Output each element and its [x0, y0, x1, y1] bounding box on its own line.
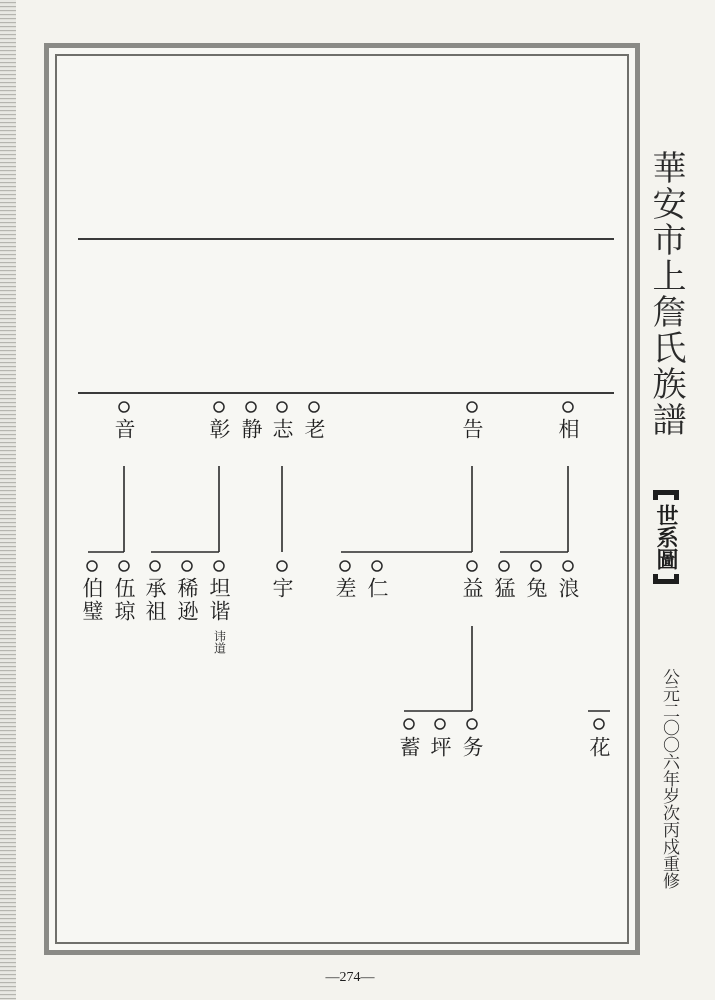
person-xu: 蓄 [397, 736, 421, 759]
marker-jing [246, 402, 256, 412]
marker-ping [435, 719, 445, 729]
marker-ren [372, 561, 382, 571]
person-yu: 宇 [270, 577, 294, 600]
person-bobi: 伯璧 [80, 577, 104, 623]
person-jing: 静 [239, 418, 263, 441]
person-yin: 音 [112, 418, 136, 441]
person-lang: 浪 [556, 577, 580, 600]
book-title: 華安市上詹氏族譜 [646, 150, 686, 438]
person-xiang: 相 [556, 418, 580, 441]
bracket-top [653, 490, 679, 500]
marker-wuqiong [119, 561, 129, 571]
marker-lao [309, 402, 319, 412]
person-zhi: 志 [270, 418, 294, 441]
person-meng: 猛 [492, 577, 516, 600]
marker-bobi [87, 561, 97, 571]
marker-zhang [214, 402, 224, 412]
person-zhang: 彰 [207, 418, 231, 441]
person-wu: 务 [460, 736, 484, 759]
person-hua: 花 [587, 736, 611, 759]
section-heading [649, 490, 683, 584]
marker-yi [467, 561, 477, 571]
marker-xu [404, 719, 414, 729]
person-xixun: 稀逊 [175, 577, 199, 623]
marker-yu [277, 561, 287, 571]
marker-cha [340, 561, 350, 571]
marker-yin [119, 402, 129, 412]
marker-wu [467, 719, 477, 729]
person-gao: 告 [460, 418, 484, 441]
person-cha: 差 [333, 577, 357, 600]
marker-lang [563, 561, 573, 571]
marker-tanxie [214, 561, 224, 571]
marker-tu [531, 561, 541, 571]
person-ren: 仁 [365, 577, 389, 600]
marker-zhi [277, 402, 287, 412]
bracket-bottom [653, 574, 679, 584]
marker-meng [499, 561, 509, 571]
marker-xiang [563, 402, 573, 412]
person-chengzu: 承祖 [143, 577, 167, 623]
person-tanxie-note: 讳道 [212, 630, 227, 654]
person-tu: 兔 [524, 577, 548, 600]
person-wuqiong: 伍琼 [112, 577, 136, 623]
marker-chengzu [150, 561, 160, 571]
marker-xixun [182, 561, 192, 571]
person-ping: 坪 [428, 736, 452, 759]
person-lao: 老 [302, 418, 326, 441]
person-yi: 益 [460, 577, 484, 600]
revision-date: 公元二〇〇六年岁次丙戍重修 [659, 668, 679, 889]
marker-hua [594, 719, 604, 729]
section-label: 世系圖 [653, 504, 679, 570]
person-tanxie: 坦谐 [207, 577, 231, 623]
page-number: —274— [325, 970, 375, 985]
marker-gao [467, 402, 477, 412]
